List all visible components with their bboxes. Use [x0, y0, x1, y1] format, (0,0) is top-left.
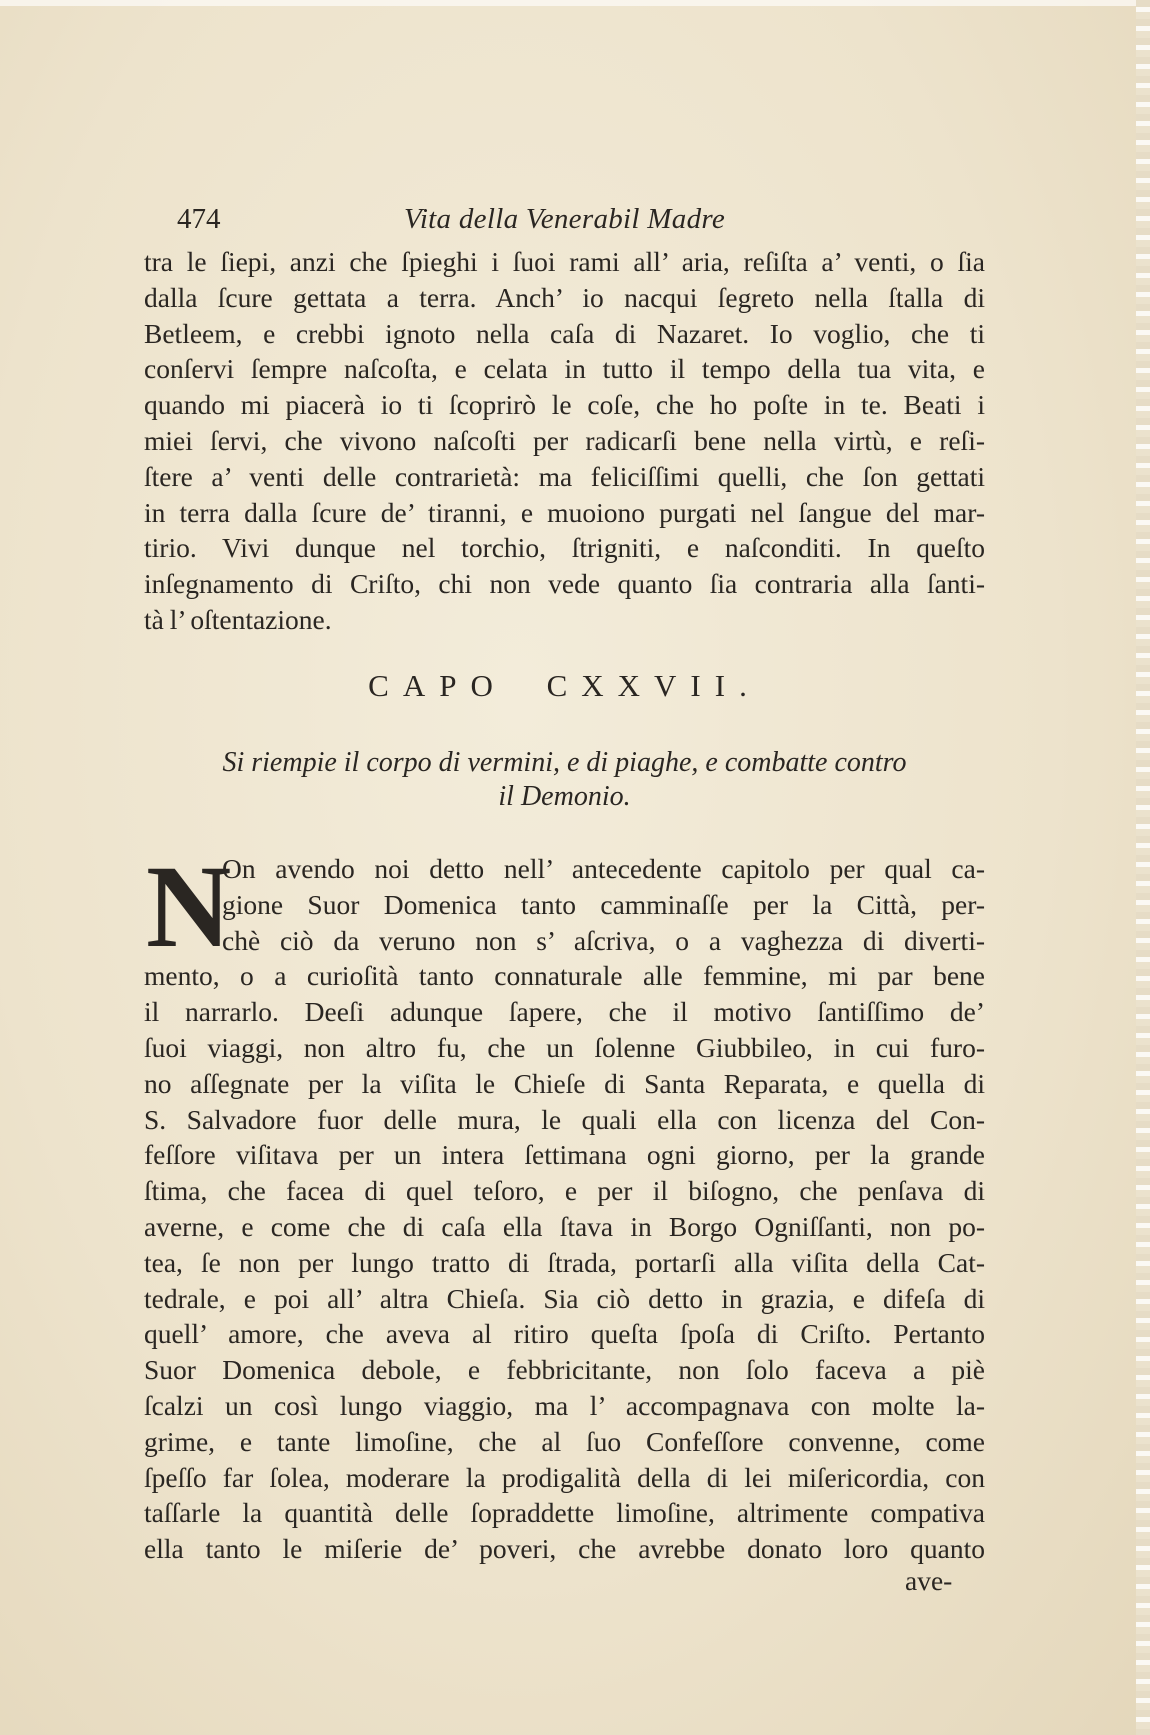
text-line: Suor Domenica debole, e febbricitante, non ſolo faceva a piè — [144, 1354, 985, 1386]
text-line: quando mi piacerà io ti ſcoprirò le coſe, che ho poſte in te. Beati i — [144, 389, 985, 421]
text-line: ſcalzi un così lungo viaggio, ma l’ accompagnava con molte la- — [144, 1389, 985, 1421]
text-line: ſpeſſo far ſolea, moderare la prodigalità della di lei miſericordia, con — [144, 1461, 985, 1493]
text-line: averne, e come che di caſa ella ſtava in Borgo Ogniſſanti, non po- — [144, 1210, 985, 1242]
text-line: tirio. Vivi dunque nel torchio, ſtrigniti, e naſconditi. In queſto — [144, 532, 985, 564]
text-line: conſervi ſempre naſcoſta, e celata in tutto il tempo della tua vita, e — [144, 353, 985, 385]
page-top-edge — [0, 0, 1150, 6]
body-paragraph — [144, 841, 985, 1567]
text-line: in terra dalla ſcure de’ tiranni, e muoiono purgati nel ſangue del mar- — [144, 496, 985, 528]
chapter-heading: CAPO CXXVII. — [368, 668, 761, 703]
text-line: mento, o a curioſità tanto connaturale alle femmine, mi par bene — [144, 960, 985, 992]
page-number: 474 — [177, 203, 221, 235]
text-line: tedrale, e poi all’ altra Chieſa. Sia ciò detto in grazia, e difeſa di — [144, 1282, 985, 1314]
text-line: tra le ſiepi, anzi che ſpieghi i ſuoi rami all’ aria, reſiſta a’ venti, o ſia — [144, 246, 985, 277]
text-line: tea, ſe non per lungo tratto di ſtrada, portarſi alla viſita della Cat- — [144, 1246, 985, 1278]
text-line: il narrarlo. Deeſi adunque ſapere, che il motivo ſantiſſimo de’ — [144, 996, 985, 1028]
text-line: feſſore viſitava per un intera ſettimana ogni giorno, per la grande — [144, 1139, 985, 1171]
catchword: ave- — [905, 1565, 953, 1596]
subtitle-line: Si riempie il corpo di vermini, e di piaghe, e combatte contro — [222, 747, 907, 778]
subtitle-line: il Demonio. — [498, 781, 631, 812]
text-line: dalla ſcure gettata a terra. Anch’ io nacqui ſegreto nella ſtalla di — [144, 281, 985, 313]
text-line: ella tanto le miſerie de’ poveri, che avrebbe donato loro quanto — [144, 1533, 985, 1565]
text-line: ſtere a’ venti delle contrarietà: ma feliciſſimi quelli, che ſon gettati — [144, 460, 985, 492]
text-line: S. Salvadore fuor delle mura, le quali ella con licenza del Con- — [144, 1103, 985, 1135]
text-line: inſegnamento di Criſto, chi non vede quanto ſia contraria alla ſanti- — [144, 568, 985, 600]
text-line: On avendo noi detto nell’ antecedente capitolo per qual ca- — [222, 853, 985, 884]
text-line: grime, e tante limoſine, che al ſuo Confeſſore convenne, come — [144, 1425, 985, 1457]
text-line: ſtima, che facea di quel teſoro, e per il biſogno, che penſava di — [144, 1175, 985, 1207]
page-header — [144, 203, 985, 239]
text-line: miei ſervi, che vivono naſcoſti per radicarſi bene nella virtù, e reſi- — [144, 424, 985, 456]
deckled-page-edge — [1136, 0, 1150, 1735]
text-line: chè ciò da veruno non s’ aſcriva, o a vaghezza di diverti- — [222, 924, 985, 956]
text-line: Betleem, e crebbi ignoto nella caſa di Nazaret. Io voglio, che ti — [144, 317, 985, 349]
text-line: taſſarle la quantità delle ſopraddette limoſine, altrimente compativa — [144, 1497, 985, 1529]
text-line: no aſſegnate per la viſita le Chieſe di Santa Reparata, e quella di — [144, 1067, 985, 1099]
chapter-subtitle — [144, 746, 985, 814]
top-paragraph — [144, 244, 985, 638]
text-line: quell’ amore, che aveva al ritiro queſta ſpoſa di Criſto. Pertanto — [144, 1318, 985, 1350]
text-line: tà l’ oſtentazione. — [144, 603, 332, 635]
text-line: gione Suor Domenica tanto camminaſſe per la Città, per- — [222, 888, 985, 920]
drop-cap: N — [146, 841, 232, 972]
text-line: ſuoi viaggi, non altro fu, che un ſolenne Giubbileo, in cui furo- — [144, 1031, 985, 1063]
running-head: Vita della Venerabil Madre — [403, 203, 726, 235]
